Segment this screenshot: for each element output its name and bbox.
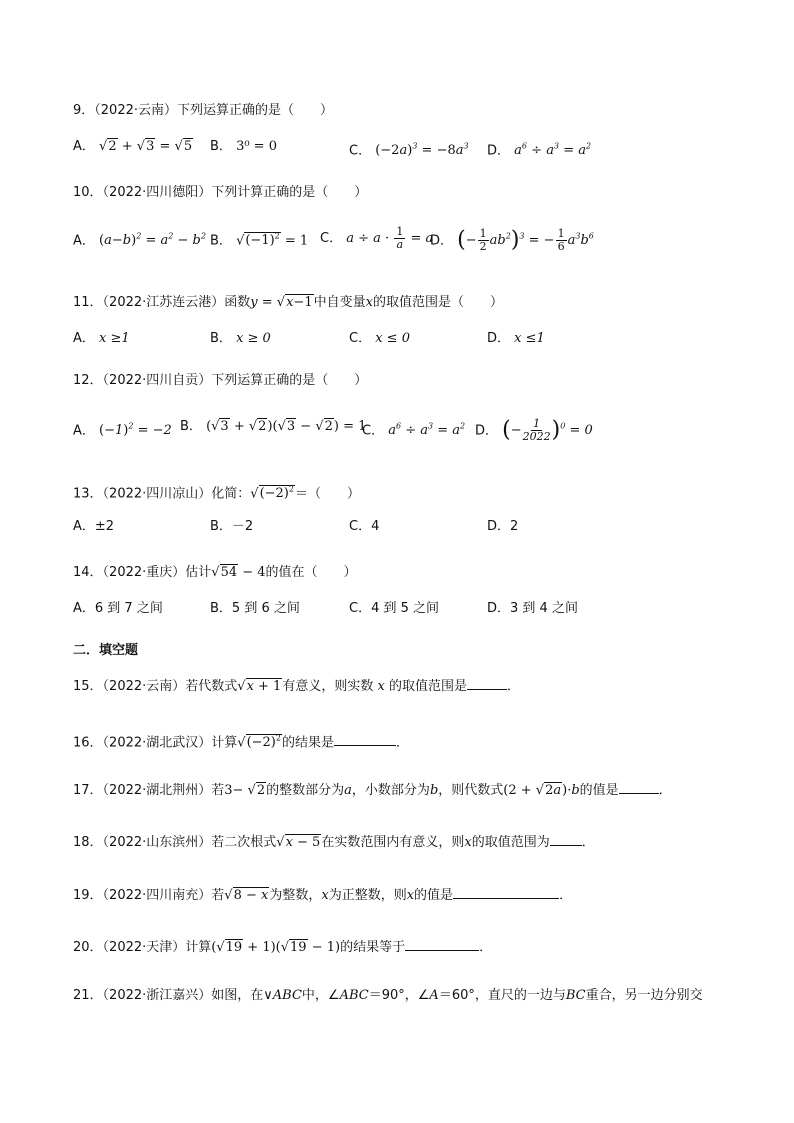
q19-mid1: 为整数， xyxy=(269,888,322,903)
math-var-a: a xyxy=(344,783,352,798)
q19 xyxy=(73,886,572,906)
period: ． xyxy=(395,735,409,751)
q18-mid: 在实数范围内有意义，则 xyxy=(321,835,465,850)
option-label: A． xyxy=(73,331,95,346)
math-var-x: x xyxy=(321,888,329,903)
q13-option-d[interactable]: D．2 xyxy=(487,519,519,534)
option-label: B． xyxy=(210,233,232,249)
q11-option-c[interactable] xyxy=(349,328,410,350)
math-expr: (− $\frac{1}{2}$ $ab^2)^3$ = − $\frac{1}{6}$ $a^3b^6$ xyxy=(457,227,594,254)
q14-option-a[interactable]: A．6 到 7 之间 xyxy=(73,601,163,616)
math-expr: (√3 + √2)(√3 − √2) = 1 xyxy=(206,419,367,434)
math-expr: √x + 1 xyxy=(237,679,282,694)
math-expr: x ≤1 xyxy=(514,331,545,346)
math-expr: $√(-2)^2$ xyxy=(250,485,294,502)
q14-option-d[interactable]: D．3 到 4 之间 xyxy=(487,601,578,616)
period: ． xyxy=(479,940,493,955)
q17-end: 的值是 xyxy=(579,783,619,798)
q21-mid2: ＝90°，∠ xyxy=(368,988,430,1003)
math-expr: $(-1)^2 = -2$ xyxy=(99,422,172,439)
q18-pre: 18．（2022·山东滨州）若二次根式 xyxy=(73,835,277,850)
math-expr: $(-2a)^3 = -8a^3$ xyxy=(375,142,469,159)
q14-option-c[interactable]: C．4 到 5 之间 xyxy=(349,601,440,616)
option-label: C． xyxy=(320,231,343,246)
math-expr: A xyxy=(429,988,439,1003)
math-expr: 3− √2 xyxy=(224,783,266,798)
q16-end: 的结果是 xyxy=(281,735,334,751)
q11-var: x xyxy=(365,295,373,310)
math-expr: a ÷ a · $\frac{1}{a}$ = a xyxy=(346,225,434,251)
math-expr: ABC xyxy=(339,988,369,1003)
q17-mid1: 的整数部分为 xyxy=(266,783,345,798)
q12-option-b[interactable] xyxy=(180,416,366,438)
answer-blank[interactable] xyxy=(467,677,507,690)
q9-option-b[interactable] xyxy=(210,136,277,158)
period: ． xyxy=(506,679,520,694)
q17-pre: 17．（2022·湖北荆州）若 xyxy=(73,783,225,798)
math-var-x: x xyxy=(373,679,389,694)
q14-stem xyxy=(73,563,357,583)
q21-end: 重合，另一边分别交 xyxy=(585,988,703,1003)
q17 xyxy=(73,781,672,801)
q13-stem-pre: 13．（2022·四川凉山）化简： xyxy=(73,486,251,502)
q10-stem: 10．（2022·四川德阳）下列计算正确的是（ ） xyxy=(73,185,368,200)
q15-end: 的取值范围是 xyxy=(388,679,467,694)
q11-stem xyxy=(73,293,503,313)
option-label: C． xyxy=(362,423,385,439)
q11-option-d[interactable] xyxy=(487,328,545,350)
q9-stem: 9．（2022·云南）下列运算正确的是（ ） xyxy=(73,103,333,118)
q11-stem-end: 的取值范围是（ ） xyxy=(372,295,503,310)
math-expr: 3⁰ = 0 xyxy=(236,139,277,154)
q20-end: 的结果等于 xyxy=(340,940,406,955)
q17-mid3: ，则代数式 xyxy=(438,783,504,798)
math-expr: √x − 5 xyxy=(276,835,321,850)
q18 xyxy=(73,833,595,853)
option-label: D． xyxy=(430,233,454,249)
q12-stem: 12．（2022·四川自贡）下列运算正确的是（ ） xyxy=(73,373,368,388)
math-expr: (√19 + 1)(√19 − 1) xyxy=(211,940,341,955)
option-label: C． xyxy=(349,331,372,346)
math-expr: $(a-b)^2 = a^2 - b^2$ xyxy=(99,232,206,249)
q15 xyxy=(73,677,520,697)
math-var-x: x xyxy=(464,835,472,850)
math-expr: ∨ABC xyxy=(263,988,302,1003)
option-label: B． xyxy=(210,331,232,346)
option-label: B． xyxy=(210,139,232,154)
math-expr: √54 − 4 xyxy=(211,565,266,580)
q13-stem xyxy=(73,480,360,504)
q15-mid: 有意义，则实数 xyxy=(282,679,374,694)
q12-option-a[interactable] xyxy=(73,416,172,442)
option-label: A． xyxy=(73,233,95,249)
q16-pre: 16．（2022·湖北武汉）计算 xyxy=(73,735,238,751)
q15-pre: 15．（2022·云南）若代数式 xyxy=(73,679,238,694)
answer-blank[interactable] xyxy=(334,733,396,746)
math-expr: √2 + √3 = √5 xyxy=(99,139,193,154)
q10-option-b[interactable] xyxy=(210,226,308,252)
math-expr: √8 − x xyxy=(224,888,269,903)
q12-option-d[interactable] xyxy=(475,416,593,443)
math-var-b: b xyxy=(429,783,439,798)
q14-stem-post: 的值在（ ） xyxy=(265,565,357,580)
math-expr: $√(-2)^2$ xyxy=(237,734,281,751)
option-label: D． xyxy=(475,423,499,439)
q9-option-c[interactable] xyxy=(349,136,469,162)
math-expr: $a^6 \div a^3 = a^2$ xyxy=(514,142,592,159)
option-label: B． xyxy=(180,419,202,434)
q20-pre: 20．（2022·天津）计算 xyxy=(73,940,212,955)
q21 xyxy=(73,986,703,1006)
option-label: A． xyxy=(73,139,95,154)
q19-pre: 19．（2022·四川南充）若 xyxy=(73,888,225,903)
q10-option-d[interactable] xyxy=(430,226,594,253)
math-expr: x ≥1 xyxy=(99,331,130,346)
q10-option-c[interactable] xyxy=(320,226,433,251)
math-expr: x ≤ 0 xyxy=(375,331,410,346)
q11-option-b[interactable] xyxy=(210,328,271,350)
period: ． xyxy=(581,835,595,850)
math-expr: (− $\frac{1}{2022}$ )$^0$ = 0 xyxy=(502,417,593,444)
q19-end: 的值是 xyxy=(414,888,454,903)
q19-mid2: 为正整数，则 xyxy=(328,888,407,903)
math-expr: BC xyxy=(565,988,586,1003)
math-expr: x ≥ 0 xyxy=(236,331,271,346)
option-label: D． xyxy=(487,331,511,346)
answer-blank[interactable] xyxy=(550,833,582,846)
q13-option-b[interactable]: B．－2 xyxy=(210,519,254,534)
math-expr: y = √x−1 xyxy=(250,295,313,310)
answer-blank[interactable] xyxy=(453,886,559,899)
period: ． xyxy=(559,888,573,903)
option-label: D． xyxy=(487,143,511,159)
q9-option-d[interactable] xyxy=(487,136,591,162)
option-label: A． xyxy=(73,423,95,439)
answer-blank[interactable] xyxy=(405,938,479,951)
q13-option-c[interactable]: C．4 xyxy=(349,519,380,534)
q11-stem-pre: 11．（2022·江苏连云港）函数 xyxy=(73,295,251,310)
q13-stem-post: ＝（ ） xyxy=(294,486,360,502)
math-expr: $a^6 \div a^3 = a^2$ xyxy=(388,422,466,439)
q17-mid2: ，小数部分为 xyxy=(351,783,430,798)
q21-mid3: ＝60°，直尺的一边与 xyxy=(438,988,566,1003)
q10-option-a[interactable] xyxy=(73,226,206,252)
section-title: 二．填空题 xyxy=(73,643,139,658)
q14-stem-pre: 14．（2022·重庆）估计 xyxy=(73,565,212,580)
math-var-x: x xyxy=(406,888,415,903)
q18-end: 的取值范围为 xyxy=(471,835,550,850)
q12-option-c[interactable] xyxy=(362,416,465,442)
q11-stem-post: 中自变量 xyxy=(313,295,366,310)
answer-blank[interactable] xyxy=(619,781,659,794)
q9-option-a[interactable] xyxy=(73,136,193,158)
q14-option-b[interactable]: B．5 到 6 之间 xyxy=(210,601,300,616)
math-expr: $√(-1)^2 = 1$ xyxy=(236,232,309,249)
q11-option-a[interactable] xyxy=(73,328,130,350)
q21-pre: 21．（2022·浙江嘉兴）如图，在 xyxy=(73,988,264,1003)
period: ． xyxy=(658,783,672,798)
math-expr: (2 + √2a)·b xyxy=(503,783,580,798)
q13-option-a[interactable]: A．±2 xyxy=(73,519,115,534)
q20 xyxy=(73,938,492,958)
option-label: C． xyxy=(349,143,372,159)
q21-mid1: 中，∠ xyxy=(301,988,340,1003)
q16 xyxy=(73,729,409,753)
